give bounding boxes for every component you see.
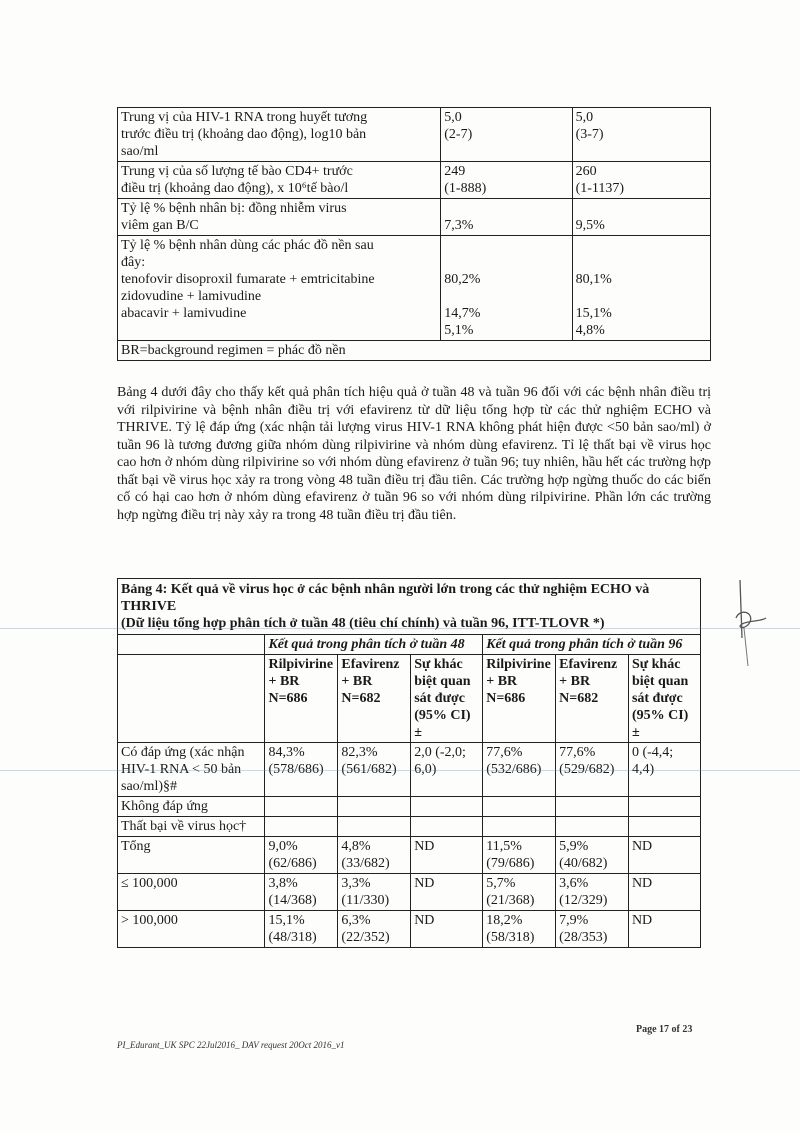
value-cell: 6,3% (22/352) [338, 911, 411, 948]
value-cell: 80,2% 14,7% 5,1% [441, 236, 572, 341]
body-paragraph: Bảng 4 dưới đây cho thấy kết quả phân tích hiệu quả ở tuần 48 và tuần 96 đối với các bệnh nhân điều trị với rilpivirine và bệnh nhân điều trị với efavirenz từ dữ liệu tổng hợp từ các thử nghiệm ECHO và THRIVE. Tỷ lệ đáp ứng (xác nhận tải lượng virus HIV-1 RNA không phát hiện được <50 bản sao/ml) ở tuần 96 là tương đương giữa nhóm dùng rilpivirine và nhóm dùng efavirenz. Tỉ lệ thất bại về virus học cao hơn ở nhóm dùng rilpivirine so với nhóm dùng efavirenz ở tuần 96; tuy nhiên, hầu hết các trường hợp thất bại về virus học xảy ra trong vòng 48 tuần điều trị đầu tiên. Các trường hợp ngừng thuốc do các biến cố có hại cao hơn ở nhóm dùng efavirenz ở tuần 96 so với nhóm dùng rilpivirine. Phần lớn các trường hợp ngừng điều trị này xảy ra trong 48 tuần điều trị đầu tiên. [117, 385, 711, 523]
row-label: Thất bại về virus học† [118, 817, 265, 837]
value-cell [411, 797, 483, 817]
handwritten-mark-icon [726, 578, 776, 668]
value-cell: 7,3% [441, 199, 572, 236]
column-header: Sự khác biệt quan sát được (95% CI) ± [411, 655, 483, 743]
row-label: Tỷ lệ % bệnh nhân dùng các phác đồ nền sau đây: tenofovir disoproxil fumarate + emtricitabine zidovudine + lamivudine abacavir + lamivudine [118, 236, 441, 341]
column-header-row [118, 655, 701, 743]
value-cell [483, 817, 556, 837]
value-cell: 3,3% (11/330) [338, 874, 411, 911]
value-cell: ND [628, 837, 700, 874]
value-cell: 9,0% (62/686) [265, 837, 338, 874]
table-footnote: BR=background regimen = phác đồ nền [118, 341, 711, 361]
value-cell: 7,9% (28/353) [556, 911, 629, 948]
table-row [118, 817, 701, 837]
document-footer: PI_Edurant_UK SPC 22Jul2016_ DAV request 20Oct 2016_v1 [117, 1040, 345, 1050]
table-row [118, 911, 701, 948]
value-cell: 4,8% (33/682) [338, 837, 411, 874]
value-cell: 80,1% 15,1% 4,8% [572, 236, 710, 341]
value-cell: 5,0 (2-7) [441, 108, 572, 162]
column-header: Rilpivirine + BR N=686 [265, 655, 338, 743]
value-cell: 18,2% (58/318) [483, 911, 556, 948]
value-cell: 77,6% (529/682) [556, 743, 629, 797]
value-cell: 11,5% (79/686) [483, 837, 556, 874]
value-cell: ND [628, 911, 700, 948]
value-cell: 0 (-4,4; 4,4) [628, 743, 700, 797]
value-cell: 9,5% [572, 199, 710, 236]
value-cell [556, 797, 629, 817]
page-number: Page 17 of 23 [636, 1024, 693, 1035]
row-label: ≤ 100,000 [118, 874, 265, 911]
row-label: Trung vị của số lượng tế bào CD4+ trước điều trị (khoảng dao động), x 10⁶tế bào/l [118, 162, 441, 199]
scan-artifact [0, 770, 800, 771]
table-row [118, 341, 711, 361]
value-cell [265, 817, 338, 837]
value-cell: 15,1% (48/318) [265, 911, 338, 948]
value-cell: 84,3% (578/686) [265, 743, 338, 797]
value-cell: 82,3% (561/682) [338, 743, 411, 797]
value-cell [628, 817, 700, 837]
value-cell: ND [411, 874, 483, 911]
value-cell [338, 817, 411, 837]
scan-artifact [0, 628, 800, 629]
value-cell: 249 (1-888) [441, 162, 572, 199]
row-label: Trung vị của HIV-1 RNA trong huyết tương trước điều trị (khoảng dao động), log10 bản sao/ml [118, 108, 441, 162]
column-header: Efavirenz + BR N=682 [338, 655, 411, 743]
row-label: Tổng [118, 837, 265, 874]
table-row [118, 199, 711, 236]
row-label: > 100,000 [118, 911, 265, 948]
value-cell [628, 797, 700, 817]
value-cell [411, 817, 483, 837]
baseline-characteristics-table [117, 107, 711, 361]
value-cell: ND [628, 874, 700, 911]
row-label: Không đáp ứng [118, 797, 265, 817]
week48-header: Kết quả trong phân tích ở tuần 48 [265, 635, 483, 655]
value-cell: 3,8% (14/368) [265, 874, 338, 911]
empty-cell [118, 655, 265, 743]
value-cell: 3,6% (12/329) [556, 874, 629, 911]
empty-cell [118, 635, 265, 655]
table-row [118, 837, 701, 874]
week96-header: Kết quả trong phân tích ở tuần 96 [483, 635, 701, 655]
table-row [118, 162, 711, 199]
table-row [118, 797, 701, 817]
table-row [118, 108, 711, 162]
column-header: Sự khác biệt quan sát được (95% CI) ± [628, 655, 700, 743]
value-cell: 2,0 (-2,0; 6,0) [411, 743, 483, 797]
value-cell: 260 (1-1137) [572, 162, 710, 199]
value-cell [265, 797, 338, 817]
value-cell [483, 797, 556, 817]
table-row [118, 236, 711, 341]
virology-results-table [117, 578, 701, 948]
value-cell: 5,9% (40/682) [556, 837, 629, 874]
value-cell [338, 797, 411, 817]
value-cell: 5,7% (21/368) [483, 874, 556, 911]
row-label: Có đáp ứng (xác nhận HIV-1 RNA < 50 bản sao/ml)§# [118, 743, 265, 797]
column-header: Efavirenz + BR N=682 [556, 655, 629, 743]
group-header-row [118, 635, 701, 655]
table-row [118, 874, 701, 911]
column-header: Rilpivirine + BR N=686 [483, 655, 556, 743]
table-title-row [118, 579, 701, 635]
row-label: Tỷ lệ % bệnh nhân bị: đồng nhiễm virus viêm gan B/C [118, 199, 441, 236]
value-cell: ND [411, 837, 483, 874]
value-cell [556, 817, 629, 837]
value-cell: 77,6% (532/686) [483, 743, 556, 797]
table-title: Bảng 4: Kết quả về virus học ở các bệnh nhân người lớn trong các thử nghiệm ECHO và THRIVE (Dữ liệu tổng hợp phân tích ở tuần 48 (tiêu chí chính) và tuần 96, ITT-TLOVR *) [118, 579, 701, 635]
value-cell: ND [411, 911, 483, 948]
value-cell: 5,0 (3-7) [572, 108, 710, 162]
